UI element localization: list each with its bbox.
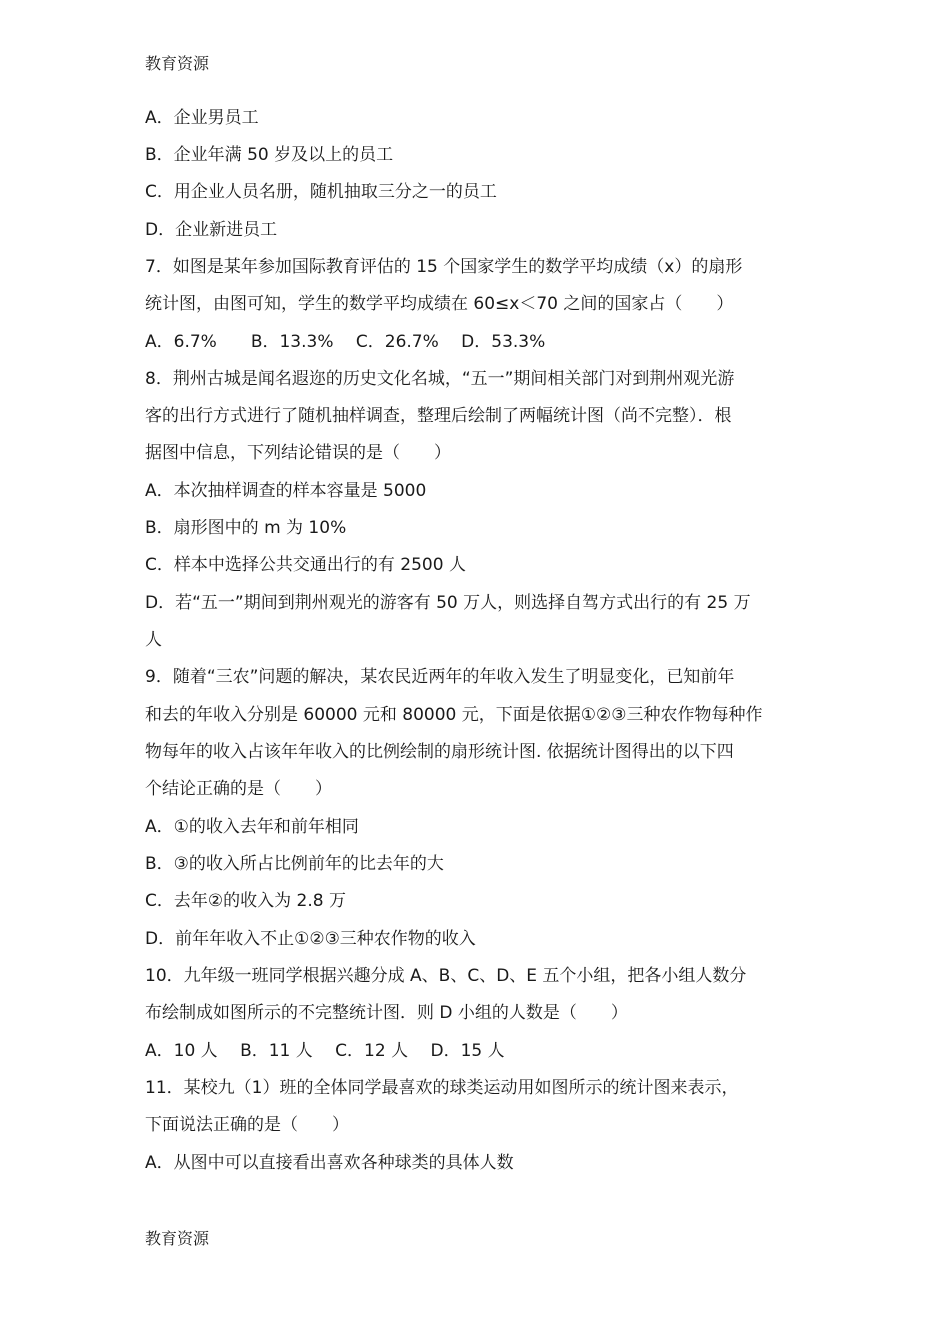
question-7-line-1: 7．如图是某年参加国际教育评估的 15 个国家学生的数学平均成绩（x）的扇形: [145, 257, 743, 277]
option-line: A．①的收入去年和前年相同: [145, 817, 359, 837]
question-9-line-1: 9．随着“三农”问题的解决，某农民近两年的年收入发生了明显变化，已知前年: [145, 667, 735, 687]
question-9-line-2: 和去的年收入分别是 60000 元和 80000 元，下面是依据①②③三种农作物每种作: [145, 705, 763, 725]
option-line: D．前年年收入不止①②③三种农作物的收入: [145, 929, 476, 949]
option-line: D．企业新进员工: [145, 220, 278, 240]
page-footer: 教育资源: [145, 1229, 210, 1248]
question-8-line-3: 据图中信息，下列结论错误的是（ ）: [145, 443, 451, 463]
option-line: A．本次抽样调查的样本容量是 5000: [145, 481, 427, 501]
option-line: C．去年②的收入为 2.8 万: [145, 891, 346, 911]
page-header: 教育资源: [145, 54, 210, 73]
question-9-line-4: 个结论正确的是（ ）: [145, 779, 332, 799]
question-10-options: A．10 人 B．11 人 C．12 人 D．15 人: [145, 1041, 505, 1061]
option-line: A．从图中可以直接看出喜欢各种球类的具体人数: [145, 1153, 514, 1173]
question-11-line-1: 11．某校九（1）班的全体同学最喜欢的球类运动用如图所示的统计图来表示，: [145, 1078, 739, 1098]
option-line: B．企业年满 50 岁及以上的员工: [145, 145, 394, 165]
question-10-line-1: 10．九年级一班同学根据兴趣分成 A、B、C、D、E 五个小组，把各小组人数分: [145, 966, 747, 986]
question-8-line-2: 客的出行方式进行了随机抽样调查，整理后绘制了两幅统计图（尚不完整）．根: [145, 406, 732, 426]
option-line: B．③的收入所占比例前年的比去年的大: [145, 854, 444, 874]
option-line-continued: 人: [145, 630, 162, 650]
option-line: C．用企业人员名册，随机抽取三分之一的员工: [145, 182, 497, 202]
question-7-options: A．6.7% B．13.3% C．26.7% D．53.3%: [145, 332, 546, 352]
option-line: B．扇形图中的 m 为 10%: [145, 518, 347, 538]
question-9-line-3: 物每年的收入占该年年收入的比例绘制的扇形统计图. 依据统计图得出的以下四: [145, 742, 734, 762]
option-line: D．若“五一”期间到荆州观光的游客有 50 万人，则选择自驾方式出行的有 25 万: [145, 593, 751, 613]
question-8-line-1: 8．荆州古城是闻名遐迩的历史文化名城，“五一”期间相关部门对到荆州观光游: [145, 369, 735, 389]
question-7-line-2: 统计图，由图可知，学生的数学平均成绩在 60≤x＜70 之间的国家占（ ）: [145, 294, 734, 314]
option-line: C．样本中选择公共交通出行的有 2500 人: [145, 555, 466, 575]
question-10-line-2: 布绘制成如图所示的不完整统计图．则 D 小组的人数是（ ）: [145, 1003, 628, 1023]
option-line: A．企业男员工: [145, 108, 259, 128]
question-11-line-2: 下面说法正确的是（ ）: [145, 1115, 349, 1135]
